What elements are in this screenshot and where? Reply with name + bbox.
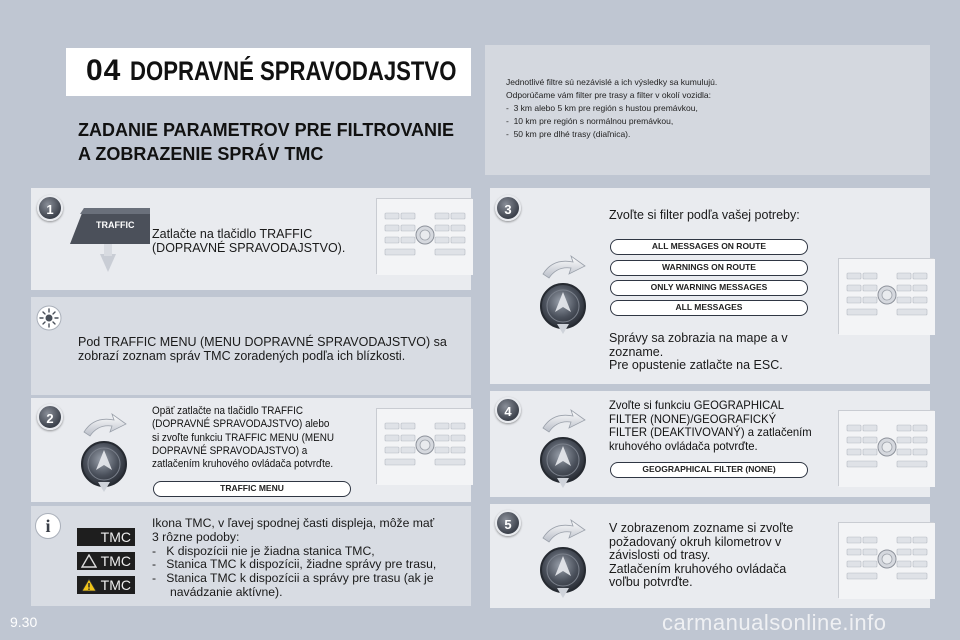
info-intro-line1: Ikona TMC, v ľavej spodnej časti displeja, môže mať [152, 516, 435, 530]
rotary-dial-icon [74, 412, 134, 492]
info-text [152, 517, 462, 600]
intro-text [506, 76, 916, 141]
section-subtitle-line1: ZADANIE PARAMETROV PRE FILTROVANIE [78, 120, 455, 140]
step4-line: kruhového ovládača potvrďte. [609, 438, 758, 453]
step2-line: zatlačením kruhového ovládača potvrďte. [152, 458, 334, 471]
intro-bullet: - 10 km pre región s normálnou premávkou, [506, 116, 674, 126]
step5-line: Zatlačením kruhového ovládača [609, 561, 787, 576]
step5-text [609, 522, 793, 590]
info-icon: i [35, 513, 61, 539]
step2-radio-panel [376, 408, 472, 484]
step2-line: DOPRAVNÉ SPRAVODAJSTVO) a [152, 444, 308, 457]
step3-badge: 3 [495, 195, 521, 221]
step3-after-line2: zozname. [609, 344, 664, 359]
traffic-button-icon [70, 208, 150, 272]
page-number: 9.30 [10, 614, 38, 630]
rotary-dial-icon [533, 518, 593, 598]
step1-text-line1: Zatlačte na tlačidlo TRAFFIC [152, 227, 313, 241]
chapter-title: DOPRAVNÉ SPRAVODAJSTVO [130, 56, 457, 86]
traffic-menu-option[interactable]: TRAFFIC MENU [153, 481, 351, 497]
step1-text-line2: (DOPRAVNÉ SPRAVODAJSTVO). [152, 241, 346, 255]
tip-text-line2: zobrazí zoznam správ TMC zoradených podľa ich blízkosti. [78, 349, 406, 363]
intro-line1: Jednotlivé filtre sú nezávislé a ich výsledky sa kumulujú. [506, 77, 718, 87]
tmc-icon-none: TMC [77, 528, 135, 546]
step3-heading: Zvoľte si filter podľa vašej potreby: [609, 208, 800, 222]
step5-radio-panel [838, 522, 934, 598]
geographical-filter-option[interactable]: GEOGRAPHICAL FILTER (NONE) [610, 462, 808, 478]
info-bullet: - Stanica TMC k dispozícii, žiadne správy pre trasu, [152, 557, 437, 572]
step4-badge: 4 [495, 397, 521, 423]
watermark: carmanualsonline.info [662, 610, 887, 635]
step1-text [152, 227, 345, 255]
step2-line: si zvoľte funkciu TRAFFIC MENU (MENU [152, 431, 335, 444]
step2-badge: 2 [37, 404, 63, 430]
step2-line: (DOPRAVNÉ SPRAVODAJSTVO) alebo [152, 418, 330, 431]
rotary-dial-icon [533, 254, 593, 334]
step5-line: závislosti od trasy. [609, 548, 711, 562]
filter-option[interactable]: ONLY WARNING MESSAGES [610, 280, 808, 296]
step4-line: FILTER (NONE)/GEOGRAFICKÝ [609, 411, 777, 426]
step3-after-line1: Správy sa zobrazia na mape a v [609, 331, 788, 345]
intro-line2: Odporúčame vám filter pre trasy a filter v okolí vozidla: [506, 90, 712, 100]
step2-text [152, 405, 334, 471]
tmc-icon-messages: TMC [77, 576, 135, 594]
filter-option[interactable]: ALL MESSAGES ON ROUTE [610, 239, 808, 255]
step4-line: Zvoľte si funkciu GEOGRAPHICAL [609, 398, 785, 412]
intro-bullet: - 50 km pre dlhé trasy (diaľnica). [506, 129, 631, 139]
step4-text [609, 399, 812, 453]
info-bullet: - K dispozícii nie je žiadna stanica TMC, [152, 543, 375, 558]
chapter-number: 04 [86, 54, 122, 87]
step3-after-text [609, 332, 788, 373]
filter-option[interactable]: WARNINGS ON ROUTE [610, 260, 808, 276]
step2-line: Opäť zatlačte na tlačidlo TRAFFIC [152, 405, 304, 417]
step1-badge: 1 [37, 195, 63, 221]
rotary-dial-icon [533, 408, 593, 488]
info-bullet: - Stanica TMC k dispozícii a správy pre trasu (ak je [152, 571, 434, 586]
section-subtitle-line2: A ZOBRAZENIE SPRÁV TMC [78, 144, 324, 164]
intro-bullet: - 3 km alebo 5 km pre región s hustou premávkou, [506, 103, 698, 113]
step1-radio-panel [376, 198, 472, 274]
step4-radio-panel [838, 410, 934, 486]
section-subtitle [78, 118, 454, 166]
info-intro-line2: 3 rôzne podoby: [152, 529, 240, 544]
step3-radio-panel [838, 258, 934, 334]
step5-line: požadovaný okruh kilometrov v [609, 534, 782, 549]
traffic-button-label: TRAFFIC [96, 220, 135, 230]
lightbulb-icon [35, 304, 63, 332]
tip-text-line1: Pod TRAFFIC MENU (MENU DOPRAVNÉ SPRAVODAJSTVO) sa [78, 335, 447, 349]
step5-line: voľbu potvrďte. [609, 575, 693, 589]
step5-badge: 5 [495, 510, 521, 536]
step5-line: V zobrazenom zozname si zvoľte [609, 521, 794, 535]
info-bullet-cont: navádzanie aktívne). [170, 584, 283, 599]
step3-after-line3: Pre opustenie zatlačte na ESC. [609, 358, 783, 372]
filter-option[interactable]: ALL MESSAGES [610, 300, 808, 316]
step4-line: FILTER (DEAKTIVOVANÝ) a zatlačením [609, 425, 812, 439]
tip-text [78, 335, 447, 363]
tmc-icon-no-messages: TMC [77, 552, 135, 570]
